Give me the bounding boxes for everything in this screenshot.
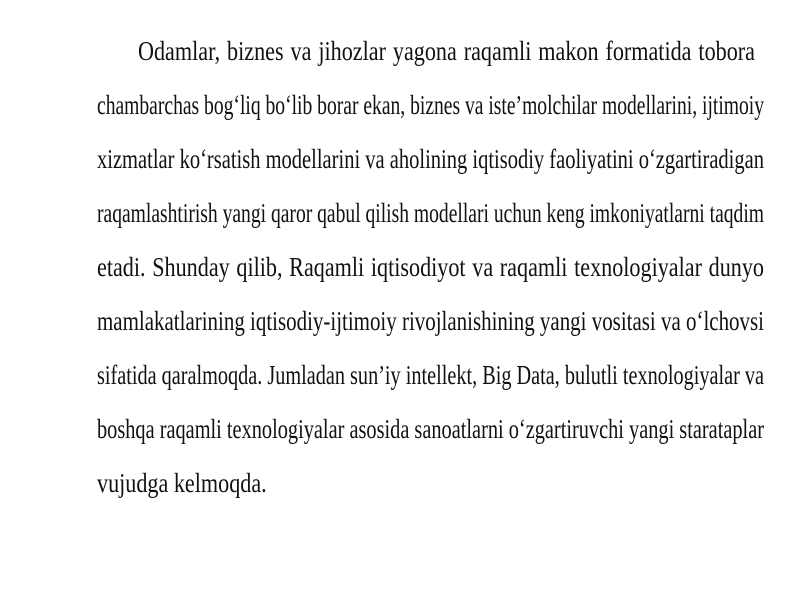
paragraph-line-3: xizmatlar ko‘rsatish modellarini va aholining iqtisodiy faoliyatini o‘zgartiradigan: [97, 144, 764, 174]
paragraph-line-7: sifatida qaralmoqda. Jumladan sun’iy intellekt, Big Data, bulutli texnologiyalar va: [97, 360, 764, 390]
paragraph-line-2: chambarchas bog‘liq bo‘lib borar ekan, biznes va iste’molchilar modellarini, ijtimoiy: [97, 90, 764, 120]
body-paragraph: [97, 31, 764, 517]
paragraph-line-4: raqamlashtirish yangi qaror qabul qilish modellari uchun keng imkoniyatlarni taqdim: [97, 198, 764, 228]
paragraph-line-5: etadi. Shunday qilib, Raqamli iqtisodiyot va raqamli texnologiyalar dunyo: [97, 252, 764, 282]
paragraph-line-1: Odamlar, biznes va jihozlar yagona raqamli makon formatida tobora: [138, 36, 755, 66]
paragraph-line-6: mamlakatlarining iqtisodiy-ijtimoiy rivojlanishining yangi vositasi va o‘lchovsi: [97, 306, 764, 336]
paragraph-line-8: boshqa raqamli texnologiyalar asosida sanoatlarni o‘zgartiruvchi yangi starataplar: [97, 414, 764, 444]
paragraph-line-9: vujudga kelmoqda.: [97, 468, 267, 498]
